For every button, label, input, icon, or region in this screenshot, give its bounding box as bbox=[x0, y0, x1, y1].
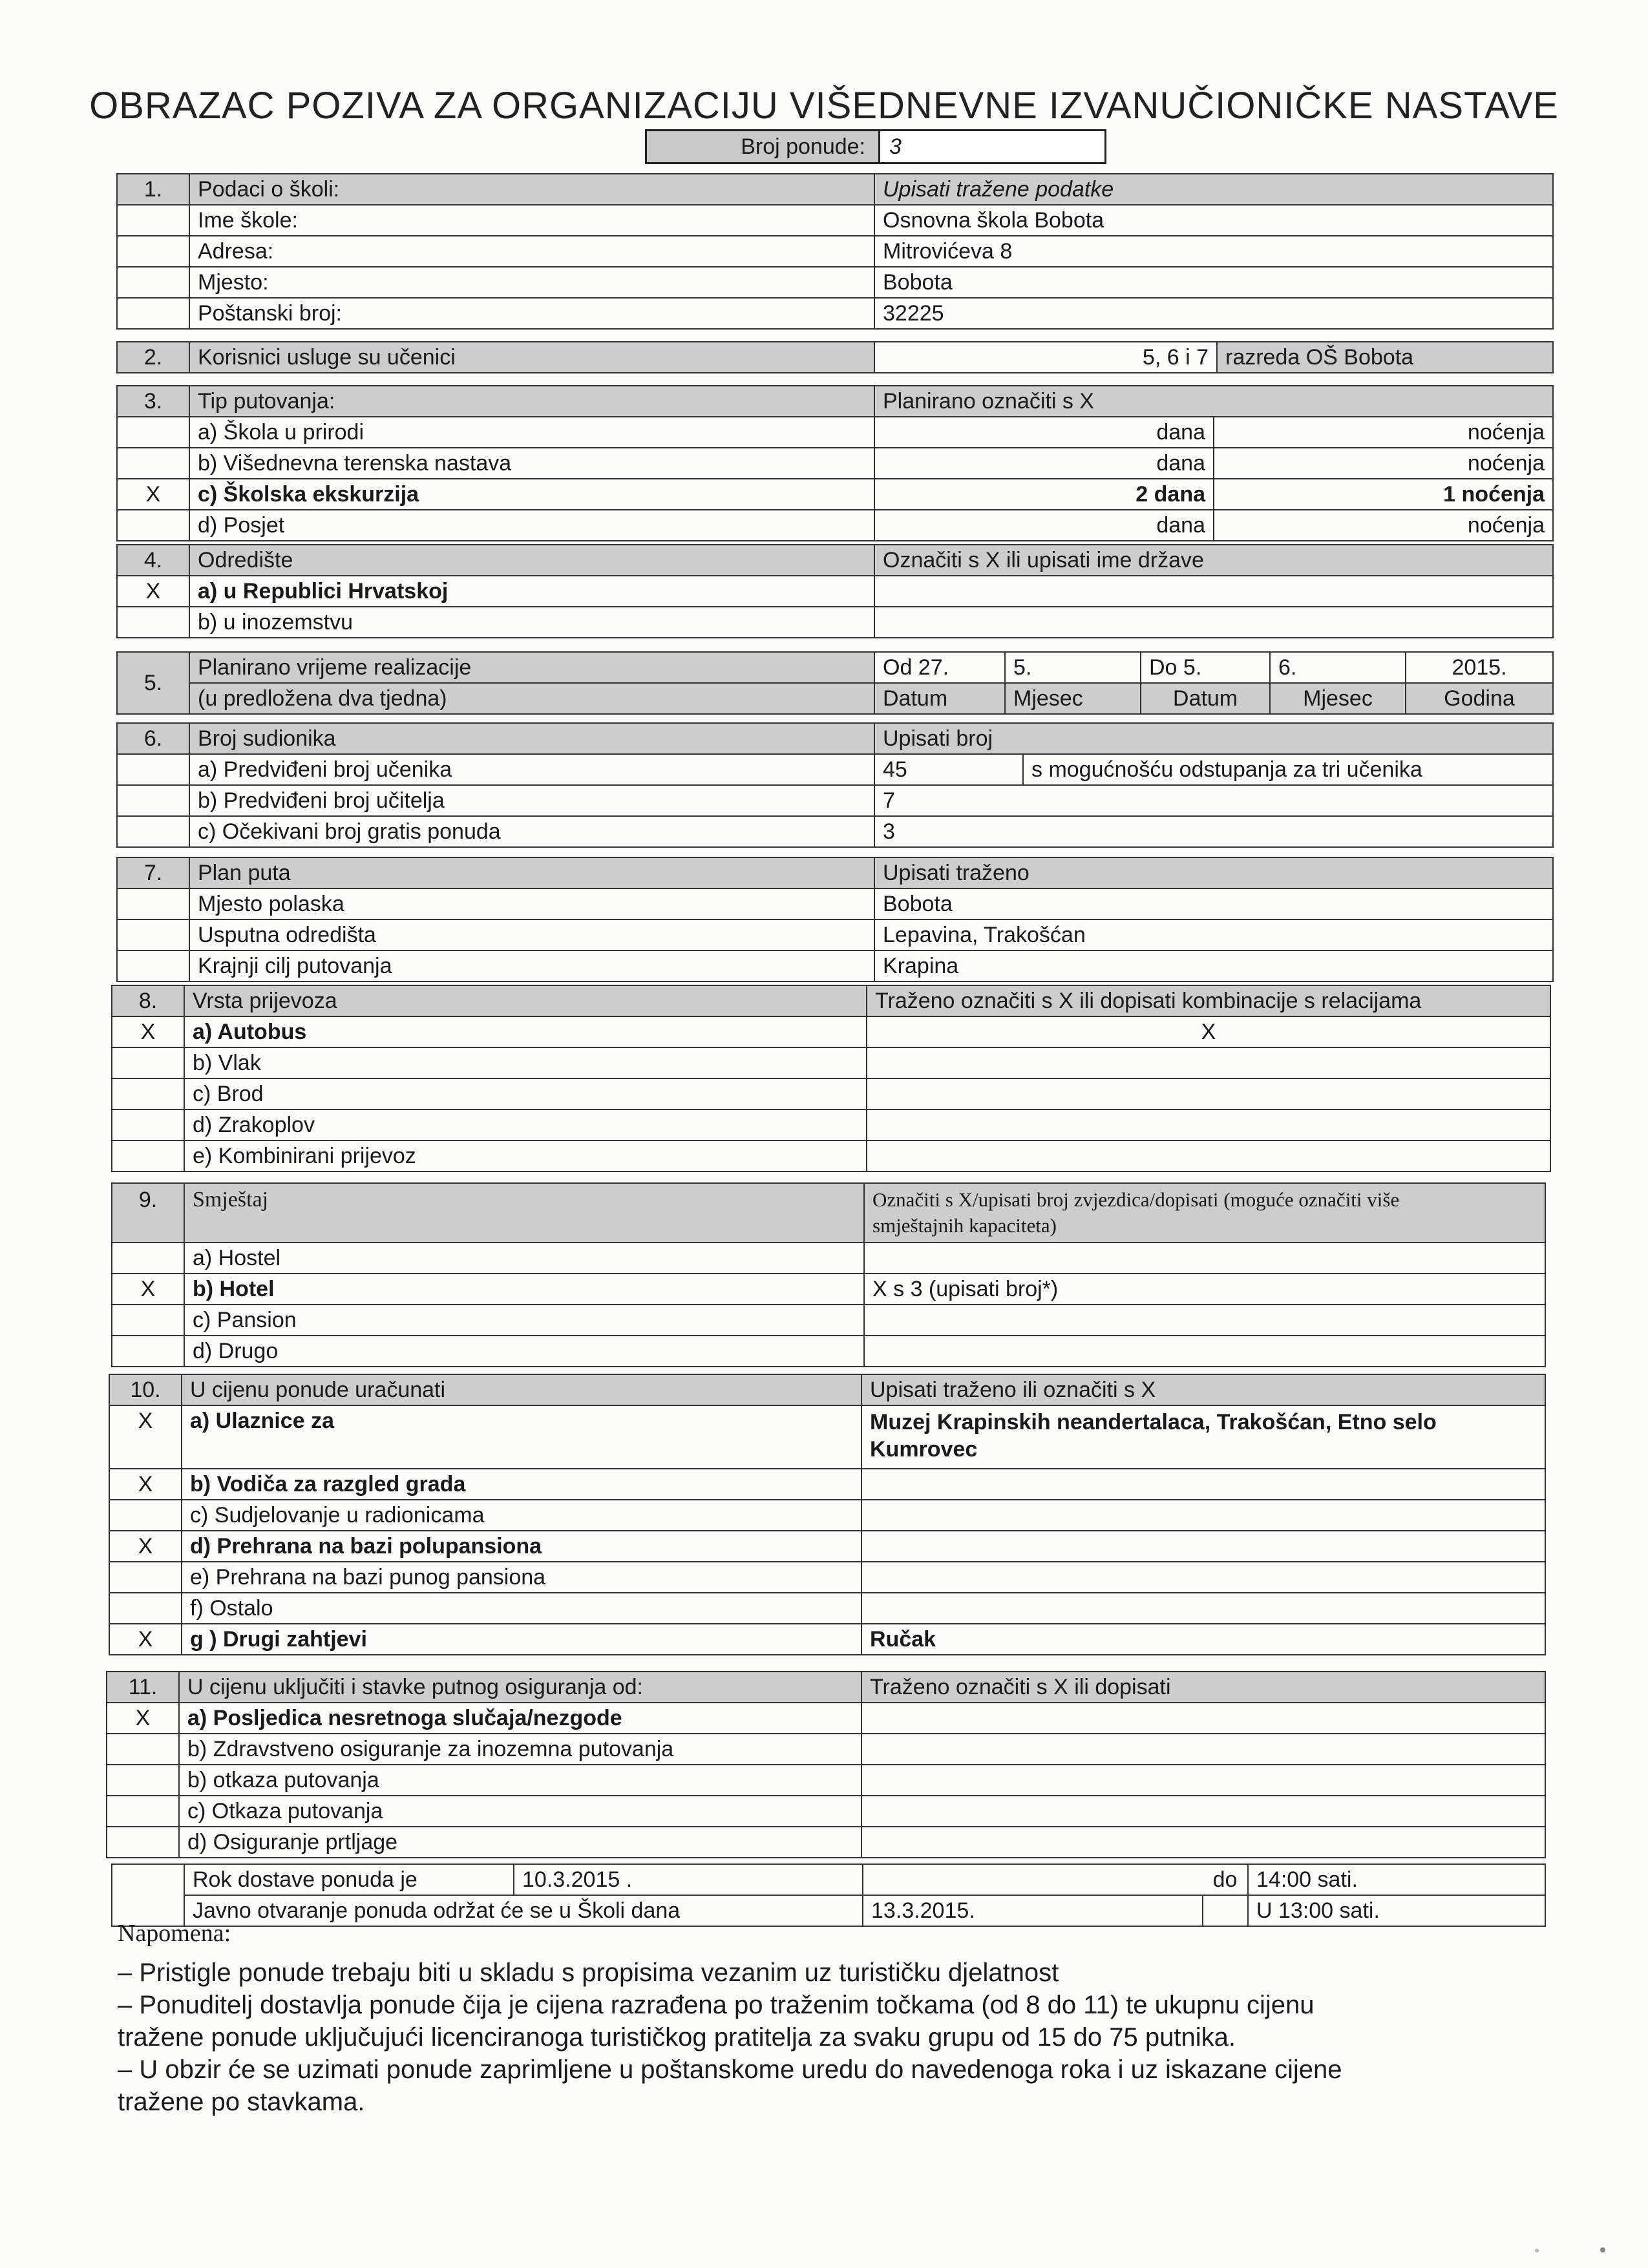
field-label: Usputna odredišta bbox=[189, 919, 874, 950]
option-label: b) Hotel bbox=[184, 1274, 864, 1305]
month-to-field[interactable]: 6. bbox=[1270, 652, 1406, 683]
option-label: d) Posjet bbox=[189, 510, 874, 541]
section-number: 6. bbox=[117, 723, 189, 754]
opening-time-field[interactable]: U 13:00 sati. bbox=[1248, 1895, 1545, 1926]
section-2-users bbox=[116, 341, 1554, 373]
value-field[interactable] bbox=[861, 1796, 1545, 1827]
days-field[interactable]: dana bbox=[874, 417, 1214, 448]
field-label: Krajnji cilj putovanja bbox=[189, 950, 874, 982]
mark-cell[interactable] bbox=[109, 1500, 182, 1531]
mark-cell[interactable] bbox=[107, 1796, 179, 1827]
option-label: e) Prehrana na bazi punog pansiona bbox=[182, 1562, 861, 1593]
value-field[interactable] bbox=[861, 1531, 1545, 1562]
section-number: 4. bbox=[117, 545, 189, 576]
section-number: 10. bbox=[109, 1374, 182, 1405]
option-label: a) Hostel bbox=[184, 1243, 864, 1274]
mark-cell[interactable] bbox=[107, 1765, 179, 1796]
option-label: c) Otkaza putovanja bbox=[179, 1796, 861, 1827]
section-heading: Korisnici usluge su učenici bbox=[189, 342, 874, 373]
gratis-count-field[interactable]: 3 bbox=[874, 816, 1553, 847]
mark-cell[interactable]: X bbox=[112, 1016, 184, 1047]
value-field[interactable] bbox=[867, 1140, 1550, 1171]
mark-cell[interactable] bbox=[112, 1305, 184, 1336]
field-label: Mjesto polaska bbox=[189, 888, 874, 919]
mark-cell[interactable]: X bbox=[112, 1274, 184, 1305]
option-label: a) Autobus bbox=[184, 1016, 867, 1047]
mark-cell[interactable]: X bbox=[109, 1624, 182, 1655]
address-field[interactable]: Mitrovićeva 8 bbox=[874, 236, 1553, 267]
deadline-until: do bbox=[1203, 1864, 1248, 1895]
section-heading: Smještaj bbox=[184, 1183, 864, 1243]
note-line: – U obzir će se uzimati ponude zaprimljene u poštanskome uredu do navedenoga roka i uz iskazane cijene bbox=[118, 2055, 1342, 2084]
option-label: b) Zdravstveno osiguranje za inozemna putovanja bbox=[179, 1734, 861, 1765]
value-field[interactable] bbox=[874, 607, 1553, 638]
month-from-field[interactable]: 5. bbox=[1005, 652, 1141, 683]
mark-cell[interactable] bbox=[109, 1593, 182, 1624]
date-from-field[interactable]: Od 27. bbox=[874, 652, 1005, 683]
mark-cell[interactable] bbox=[112, 1047, 184, 1078]
deadline-label: Rok dostave ponuda je bbox=[184, 1864, 514, 1895]
year-field[interactable]: 2015. bbox=[1406, 652, 1553, 683]
section-heading: Planirano vrijeme realizacije bbox=[189, 652, 874, 683]
days-field[interactable]: dana bbox=[874, 448, 1214, 479]
field-label: a) Predviđeni broj učenika bbox=[189, 754, 874, 785]
value-field[interactable] bbox=[864, 1243, 1545, 1274]
value-field[interactable]: X bbox=[867, 1016, 1550, 1047]
stopovers-field[interactable]: Lepavina, Trakošćan bbox=[874, 919, 1553, 950]
section-instruction: Označiti s X ili upisati ime države bbox=[874, 545, 1553, 576]
scan-mark bbox=[1600, 2247, 1605, 2252]
mark-cell[interactable]: X bbox=[109, 1405, 182, 1469]
section-6-participants bbox=[116, 722, 1554, 848]
option-label: b) u inozemstvu bbox=[189, 607, 874, 638]
place-field[interactable]: Bobota bbox=[874, 267, 1553, 298]
scan-mark bbox=[1535, 2249, 1539, 2252]
students-deviation-field[interactable]: s mogućnošću odstupanja za tri učenika bbox=[1023, 754, 1553, 785]
mark-cell[interactable] bbox=[117, 448, 189, 479]
notes-heading: Napomena: bbox=[118, 1920, 231, 1947]
section-instruction: Upisati broj bbox=[874, 723, 1553, 754]
option-label: b) Vodiča za razgled grada bbox=[182, 1469, 861, 1500]
section-4-destination bbox=[116, 544, 1554, 638]
section-1-school-data bbox=[116, 173, 1554, 330]
option-label: b) Vlak bbox=[184, 1047, 867, 1078]
grades-field[interactable]: 5, 6 i 7 bbox=[874, 342, 1217, 373]
value-field[interactable] bbox=[861, 1827, 1545, 1858]
section-8-transport bbox=[111, 985, 1551, 1172]
mark-cell[interactable] bbox=[112, 1140, 184, 1171]
mark-cell[interactable] bbox=[112, 1243, 184, 1274]
option-label: c) Pansion bbox=[184, 1305, 864, 1336]
section-instruction: Traženo označiti s X ili dopisati bbox=[861, 1672, 1545, 1703]
value-field[interactable] bbox=[867, 1078, 1550, 1109]
value-field[interactable] bbox=[861, 1765, 1545, 1796]
date-label: Datum bbox=[874, 683, 1005, 714]
section-10-included bbox=[109, 1374, 1546, 1655]
option-label: a) Posljedica nesretnoga slučaja/nezgode bbox=[179, 1703, 861, 1734]
instruction-line: Označiti s X/upisati broj zvjezdica/dopisati (moguće označiti više bbox=[872, 1188, 1400, 1211]
section-instruction bbox=[864, 1183, 1545, 1243]
section-heading: U cijenu ponude uračunati bbox=[182, 1374, 861, 1405]
nights-field[interactable]: noćenja bbox=[1214, 417, 1553, 448]
nights-field[interactable]: 1 noćenja bbox=[1214, 479, 1553, 510]
field-label: Mjesto: bbox=[189, 267, 874, 298]
value-field[interactable] bbox=[867, 1047, 1550, 1078]
note-line: – Pristigle ponude trebaju biti u skladu s propisima vezanim uz turističku djelatnost bbox=[118, 1958, 1059, 1987]
section-number: 9. bbox=[112, 1183, 184, 1243]
section-instruction: Planirano označiti s X bbox=[874, 386, 1553, 417]
value-field[interactable] bbox=[874, 576, 1553, 607]
month-label: Mjesec bbox=[1005, 683, 1141, 714]
field-label: Adresa: bbox=[189, 236, 874, 267]
section-heading: Broj sudionika bbox=[189, 723, 874, 754]
value-field[interactable] bbox=[867, 1109, 1550, 1140]
mark-cell[interactable] bbox=[117, 417, 189, 448]
section-number: 11. bbox=[107, 1672, 179, 1703]
field-label: Ime škole: bbox=[189, 205, 874, 236]
value-field[interactable] bbox=[861, 1593, 1545, 1624]
section-3-trip-type bbox=[116, 385, 1554, 541]
section-number: 2. bbox=[117, 342, 189, 373]
nights-field[interactable]: noćenja bbox=[1214, 510, 1553, 541]
students-count-field[interactable]: 45 bbox=[874, 754, 1023, 785]
mark-cell[interactable]: X bbox=[109, 1469, 182, 1500]
section-heading: Vrsta prijevoza bbox=[184, 985, 867, 1016]
field-label: c) Očekivani broj gratis ponuda bbox=[189, 816, 874, 847]
days-field[interactable]: dana bbox=[874, 510, 1214, 541]
option-label: c) Školska ekskurzija bbox=[189, 479, 874, 510]
deadline-until-label bbox=[863, 1864, 1203, 1895]
tickets-value-line: Kumrovec bbox=[870, 1437, 978, 1462]
section-number: 8. bbox=[112, 985, 184, 1016]
tickets-value-line: Muzej Krapinskih neandertalaca, Trakošćan, Etno selo bbox=[870, 1410, 1437, 1434]
option-label: c) Brod bbox=[184, 1078, 867, 1109]
option-label: a) u Republici Hrvatskoj bbox=[189, 576, 874, 607]
date-to-field[interactable]: Do 5. bbox=[1141, 652, 1270, 683]
option-label: b) Višednevna terenska nastava bbox=[189, 448, 874, 479]
note-line: tražene po stavkama. bbox=[118, 2088, 365, 2116]
grades-suffix: razreda OŠ Bobota bbox=[1217, 342, 1553, 373]
field-label: Poštanski broj: bbox=[189, 298, 874, 329]
section-subheading: (u predložena dva tjedna) bbox=[189, 683, 874, 714]
option-label: f) Ostalo bbox=[182, 1593, 861, 1624]
departure-field[interactable]: Bobota bbox=[874, 888, 1553, 919]
value-field[interactable] bbox=[861, 1734, 1545, 1765]
section-11-insurance bbox=[106, 1671, 1546, 1858]
mark-cell[interactable] bbox=[117, 510, 189, 541]
mark-cell[interactable] bbox=[107, 1827, 179, 1858]
days-field[interactable]: 2 dana bbox=[874, 479, 1214, 510]
section-5-timeframe bbox=[116, 651, 1554, 715]
mark-cell[interactable]: X bbox=[107, 1703, 179, 1734]
section-number: 5. bbox=[117, 652, 189, 714]
date-label: Datum bbox=[1141, 683, 1270, 714]
offer-number-field[interactable]: 3 bbox=[878, 131, 1104, 162]
option-label: c) Sudjelovanje u radionicama bbox=[182, 1500, 861, 1531]
option-label: d) Prehrana na bazi polupansiona bbox=[182, 1531, 861, 1562]
section-instruction: Upisati traženo ili označiti s X bbox=[861, 1374, 1545, 1405]
option-label: a) Ulaznice za bbox=[182, 1405, 861, 1469]
option-label: d) Drugo bbox=[184, 1336, 864, 1367]
year-label: Godina bbox=[1406, 683, 1553, 714]
nights-field[interactable]: noćenja bbox=[1214, 448, 1553, 479]
opening-date-field[interactable]: 13.3.2015. bbox=[863, 1895, 1203, 1926]
section-heading: Podaci o školi: bbox=[189, 174, 874, 205]
section-instruction: Traženo označiti s X ili dopisati kombinacije s relacijama bbox=[867, 985, 1550, 1016]
mark-cell[interactable] bbox=[112, 1336, 184, 1367]
mark-cell[interactable]: X bbox=[117, 479, 189, 510]
mark-cell[interactable] bbox=[117, 607, 189, 638]
value-field[interactable] bbox=[861, 1500, 1545, 1531]
postal-code-field[interactable]: 32225 bbox=[874, 298, 1553, 329]
mark-cell[interactable] bbox=[107, 1734, 179, 1765]
deadline-table bbox=[111, 1864, 1546, 1927]
final-destination-field[interactable]: Krapina bbox=[874, 950, 1553, 982]
value-field[interactable] bbox=[861, 1703, 1545, 1734]
section-number: 3. bbox=[117, 386, 189, 417]
value-field[interactable]: Ručak bbox=[861, 1624, 1545, 1655]
note-line: tražene ponude uključujući licenciranoga turističkog pratitelja za svaku grupu od 15 do 75 putnika. bbox=[118, 2023, 1236, 2052]
deadline-time-field[interactable]: 14:00 sati. bbox=[1248, 1864, 1545, 1895]
value-field[interactable] bbox=[861, 1562, 1545, 1593]
value-field[interactable]: X s 3 (upisati broj*) bbox=[864, 1274, 1545, 1305]
value-field[interactable] bbox=[864, 1305, 1545, 1336]
tickets-field[interactable] bbox=[861, 1405, 1545, 1469]
opening-label: Javno otvaranje ponuda održat će se u Školi dana bbox=[184, 1895, 863, 1926]
option-label: d) Osiguranje prtljage bbox=[179, 1827, 861, 1858]
mark-cell[interactable]: X bbox=[109, 1531, 182, 1562]
mark-cell[interactable] bbox=[112, 1078, 184, 1109]
note-line: – Ponuditelj dostavlja ponude čija je cijena razrađena po traženim točkama (od 8 do 11) te ukupnu cijenu bbox=[118, 1991, 1315, 2019]
option-label: b) otkaza putovanja bbox=[179, 1765, 861, 1796]
value-field[interactable] bbox=[861, 1469, 1545, 1500]
section-instruction: Upisati tražene podatke bbox=[874, 174, 1553, 205]
offer-number-box bbox=[645, 129, 1106, 164]
section-9-accommodation bbox=[111, 1182, 1546, 1367]
notes-list bbox=[118, 1957, 1507, 2118]
offer-number-label: Broj ponude: bbox=[647, 131, 878, 162]
school-name-field[interactable]: Osnovna škola Bobota bbox=[874, 205, 1553, 236]
option-label: e) Kombinirani prijevoz bbox=[184, 1140, 867, 1171]
section-heading: Plan puta bbox=[189, 857, 874, 888]
form-title: OBRAZAC POZIVA ZA ORGANIZACIJU VIŠEDNEVNE IZVANUČIONIČKE NASTAVE bbox=[89, 85, 1559, 127]
section-number: 7. bbox=[117, 857, 189, 888]
section-instruction: Upisati traženo bbox=[874, 857, 1553, 888]
teachers-count-field[interactable]: 7 bbox=[874, 785, 1553, 816]
section-heading: Tip putovanja: bbox=[189, 386, 874, 417]
value-field[interactable] bbox=[864, 1336, 1545, 1367]
field-label: b) Predviđeni broj učitelja bbox=[189, 785, 874, 816]
mark-cell[interactable] bbox=[109, 1562, 182, 1593]
option-label: g ) Drugi zahtjevi bbox=[182, 1624, 861, 1655]
section-7-travel-plan bbox=[116, 857, 1554, 982]
mark-cell[interactable]: X bbox=[117, 576, 189, 607]
option-label: d) Zrakoplov bbox=[184, 1109, 867, 1140]
section-number: 1. bbox=[117, 174, 189, 205]
instruction-line: smještajnih kapaciteta) bbox=[872, 1214, 1057, 1237]
month-label: Mjesec bbox=[1270, 683, 1406, 714]
section-heading: Odredište bbox=[189, 545, 874, 576]
option-label: a) Škola u prirodi bbox=[189, 417, 874, 448]
mark-cell[interactable] bbox=[112, 1109, 184, 1140]
deadline-date-field[interactable]: 10.3.2015 . bbox=[514, 1864, 863, 1895]
section-heading: U cijenu uključiti i stavke putnog osiguranja od: bbox=[179, 1672, 861, 1703]
